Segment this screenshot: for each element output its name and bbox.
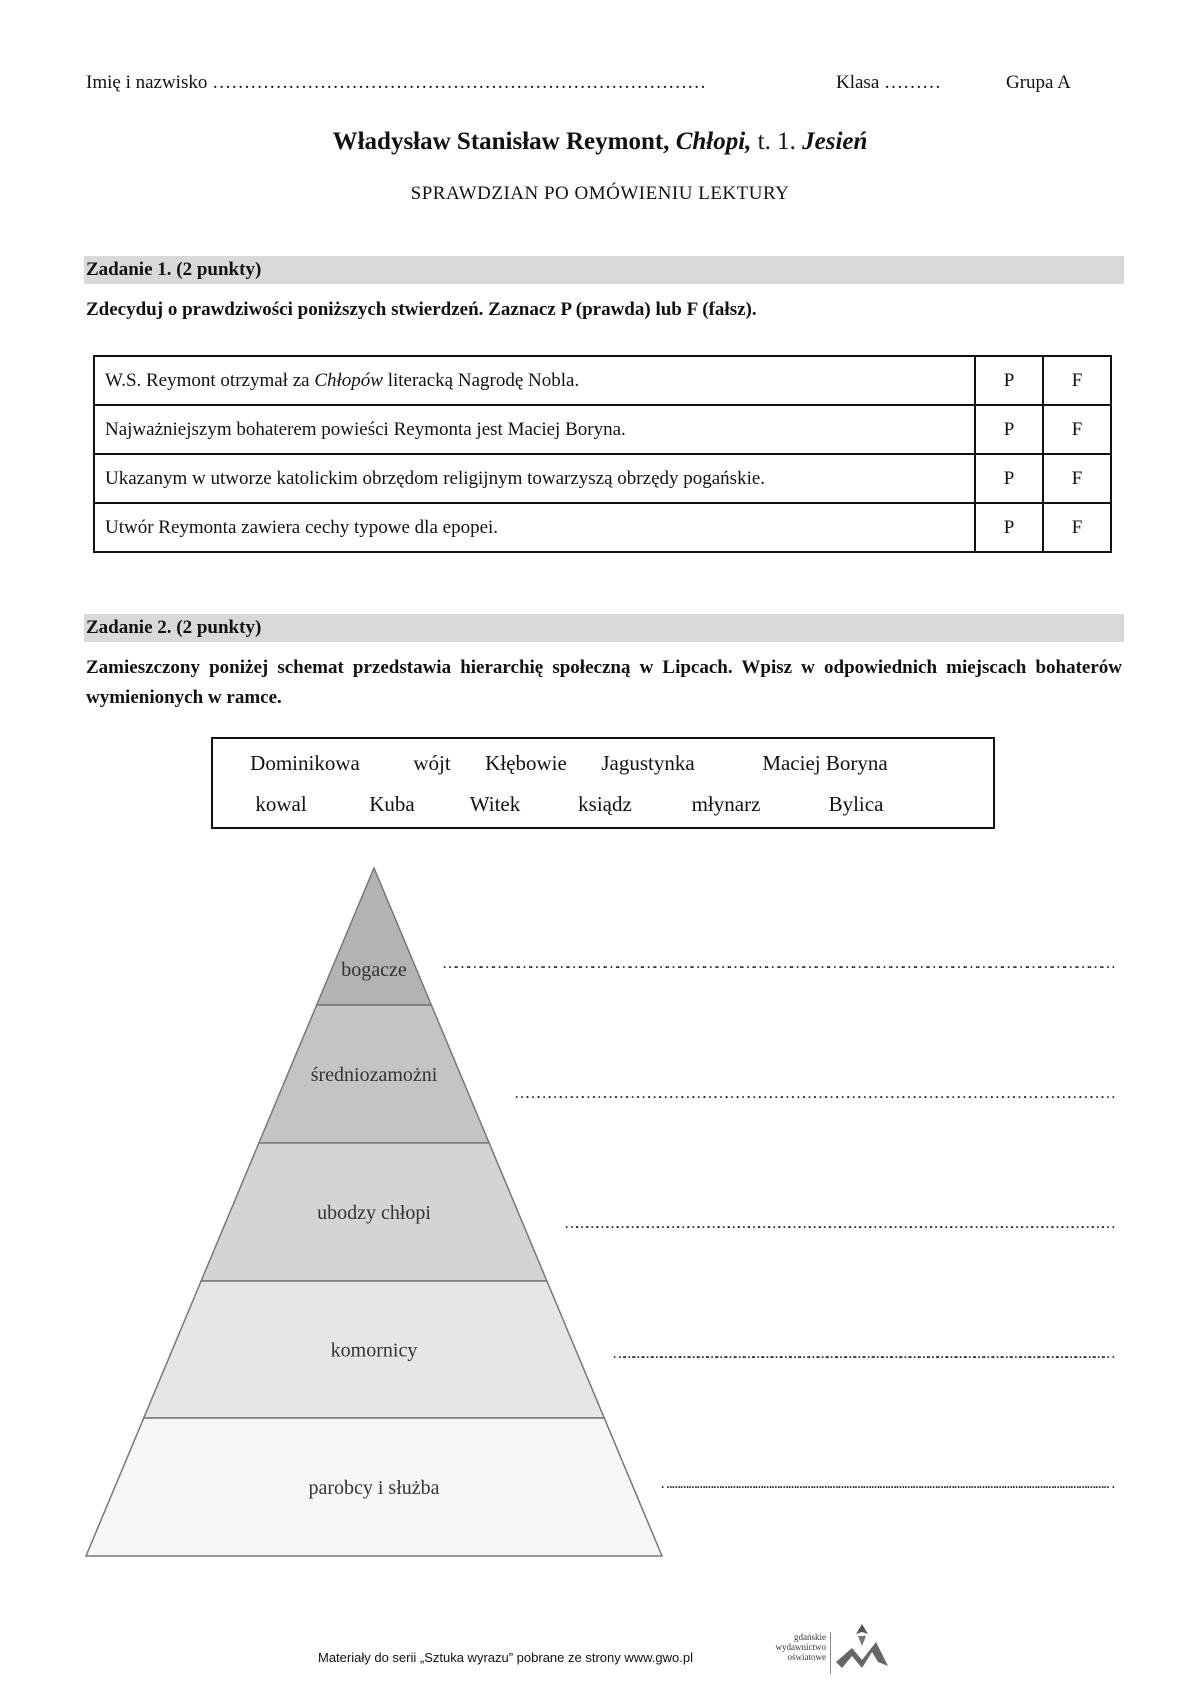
- title-work: Chłopi,: [675, 128, 752, 155]
- answer-line[interactable]: ………………………………………………………………………………………………………………………………………………: [442, 955, 1116, 972]
- publisher-line: wydawnictwo: [775, 1642, 826, 1652]
- footer-source: Materiały do serii „Sztuka wyrazu” pobrane ze strony www.gwo.pl: [318, 1650, 693, 1665]
- pyramid-level-label: komornicy: [330, 1339, 418, 1362]
- pyramid-level-label: bogacze: [341, 959, 407, 981]
- statement-italic: Chłopów: [314, 369, 383, 391]
- pyramid-level-label: średniozamożni: [310, 1064, 438, 1086]
- page-subtitle: SPRAWDZIAN PO OMÓWIENIU LEKTURY: [410, 183, 790, 204]
- hero-name: Kłębowie: [485, 751, 567, 775]
- hero-name: Bylica: [828, 792, 884, 816]
- statement-text-part: literacką Nagrodę Nobla.: [382, 369, 580, 391]
- statement-text-part: W.S. Reymont otrzymał za: [105, 369, 315, 391]
- hero-name: ksiądz: [578, 792, 632, 816]
- statement-text-part: Utwór Reymonta zawiera cechy typowe dla epopei.: [105, 516, 499, 538]
- answer-false-option[interactable]: F: [1043, 405, 1111, 454]
- hero-name: Jagustynka: [601, 751, 695, 775]
- class-field[interactable]: Klasa ………: [836, 72, 942, 93]
- answer-false-option[interactable]: F: [1043, 454, 1111, 503]
- publisher-line: gdańskie: [794, 1632, 826, 1642]
- hero-name: kowal: [255, 792, 307, 816]
- hero-name: młynarz: [691, 792, 761, 816]
- hero-name: Witek: [469, 792, 521, 816]
- statement-text-part: Najważniejszym bohaterem powieści Reymonta jest Maciej Boryna.: [105, 418, 626, 440]
- publisher-line: oświatowe: [787, 1652, 826, 1662]
- answer-true-option[interactable]: P: [975, 356, 1043, 405]
- answer-false-option[interactable]: F: [1043, 503, 1111, 552]
- group-label: Grupa A: [1006, 72, 1071, 93]
- answer-line[interactable]: ………………………………………………………………………………………………………………………………………………: [513, 1085, 1116, 1102]
- answer-true-option[interactable]: P: [975, 405, 1043, 454]
- answer-line[interactable]: ………………………………………………………………………………………………………………………………………………: [660, 1475, 1116, 1492]
- task1-heading: Zadanie 1. (2 punkty): [84, 256, 1124, 284]
- statement-text-part: Ukazanym w utworze katolickim obrzędom religijnym towarzyszą obrzędy pogańskie.: [105, 467, 766, 489]
- name-field[interactable]: Imię i nazwisko ……………………………………………………………………: [86, 72, 707, 93]
- hero-name: Maciej Boryna: [762, 751, 888, 775]
- answer-line[interactable]: ………………………………………………………………………………………………………………………………………………: [611, 1345, 1116, 1362]
- answer-false-option[interactable]: F: [1043, 356, 1111, 405]
- task2-heading: Zadanie 2. (2 punkty): [84, 614, 1124, 642]
- logo-divider: [830, 1632, 831, 1674]
- title-volume: t. 1.: [757, 128, 796, 155]
- publisher-logo-icon: [832, 1622, 892, 1678]
- title-author: Władysław Stanisław Reymont,: [332, 128, 670, 155]
- task2-instruction: Zamieszczony poniżej schemat przedstawia hierarchię społeczną w Lipcach. Wpisz w odpowiednich miejscach bohaterów wymienionych w ramce.: [86, 657, 1122, 708]
- answer-true-option[interactable]: P: [975, 503, 1043, 552]
- title-part: Jesień: [802, 128, 868, 155]
- hero-name: Kuba: [369, 792, 415, 816]
- answer-line[interactable]: ………………………………………………………………………………………………………………………………………………: [564, 1215, 1116, 1232]
- answer-true-option[interactable]: P: [975, 454, 1043, 503]
- pyramid-level-label: parobcy i służba: [308, 1477, 440, 1499]
- publisher-logo-text: [762, 1632, 826, 1662]
- hero-name: wójt: [413, 751, 451, 775]
- pyramid-level: [317, 868, 432, 1005]
- pyramid-level-label: ubodzy chłopi: [317, 1202, 431, 1224]
- hero-name: Dominikowa: [250, 751, 360, 775]
- task1-instruction: Zdecyduj o prawdziwości poniższych stwierdzeń. Zaznacz P (prawda) lub F (fałsz).: [86, 299, 757, 320]
